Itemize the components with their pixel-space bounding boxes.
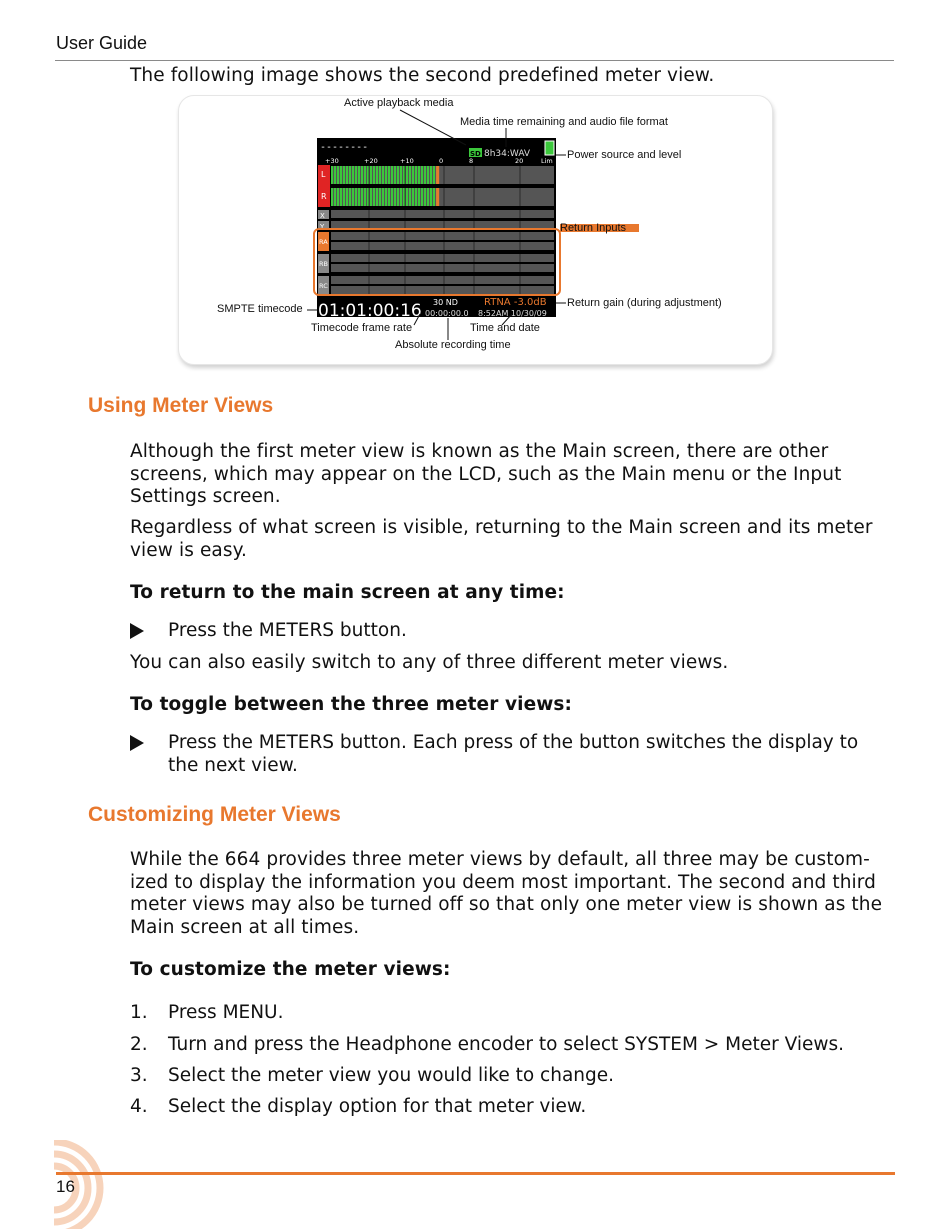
bullet-arrow-icon xyxy=(130,735,144,751)
meter-bar-segment xyxy=(349,166,351,184)
meter-bar-segment xyxy=(397,166,399,184)
meter-tick-label: 8 xyxy=(469,157,474,165)
lcd-tc-rate: 30 ND xyxy=(433,298,458,307)
step-text: Select the display option for that meter view. xyxy=(168,1096,587,1117)
lcd-abs-time: 00:00:00.0 xyxy=(425,309,469,318)
callout-frame-rate: Timecode frame rate xyxy=(311,322,413,334)
meter-tick-label: +10 xyxy=(400,157,414,165)
paragraph: You can also easily switch to any of three different meter views. xyxy=(130,652,729,673)
meter-bar-segment xyxy=(337,166,339,184)
meter-bar-segment xyxy=(406,188,408,206)
meter-bar-segment xyxy=(385,166,387,184)
intro-text: The following image shows the second predefined meter view. xyxy=(130,65,715,86)
lcd-clock: 8:52AM 10/30/09 xyxy=(478,309,547,318)
meter-bar-segment xyxy=(433,166,435,184)
callout-time-date: Time and date xyxy=(470,322,540,334)
meter-bar-segment xyxy=(364,166,366,184)
meter-tick-label: 0 xyxy=(439,157,444,165)
meter-bar-segment xyxy=(409,188,411,206)
meter-bar-segment xyxy=(415,166,417,184)
battery-icon xyxy=(545,141,554,155)
callout-return-gain: Return gain (during adjustment) xyxy=(567,297,722,309)
meter-peak-marker xyxy=(436,166,439,184)
meter-tick-label: +20 xyxy=(364,157,378,165)
meter-bar-segment xyxy=(400,188,402,206)
meter-bar-segment xyxy=(400,166,402,184)
meter-bar-segment xyxy=(355,188,357,206)
return-channel-label: RB xyxy=(319,260,328,268)
meter-bar-segment xyxy=(385,188,387,206)
step-number: 2. xyxy=(130,1034,148,1055)
step-number: 3. xyxy=(130,1065,148,1086)
bullet-text: Press the METERS button. Each press of the button switches the display to the next view. xyxy=(168,732,859,776)
channel-label: Y xyxy=(320,223,325,231)
bullet-text: Press the METERS button. xyxy=(168,620,407,641)
meter-bar-segment xyxy=(331,188,333,206)
meter-tick-label: 20 xyxy=(515,157,524,165)
meter-bar-segment xyxy=(412,166,414,184)
meter-bar-track xyxy=(331,264,554,272)
meter-bar-segment xyxy=(430,188,432,206)
paragraph: Regardless of what screen is visible, returning to the Main screen and its meter view is easy. xyxy=(130,517,873,561)
meter-bar-segment xyxy=(349,188,351,206)
meter-bar-segment xyxy=(373,188,375,206)
meter-bar-segment xyxy=(433,188,435,206)
callout-media-time: Media time remaining and audio file format xyxy=(460,116,668,128)
meter-bar-segment xyxy=(379,166,381,184)
meter-bar-track xyxy=(331,254,554,262)
meter-bar-segment xyxy=(352,188,354,206)
meter-bar-segment xyxy=(427,188,429,206)
meter-bar-segment xyxy=(382,166,384,184)
meter-bar-track xyxy=(331,210,554,218)
meter-bar-segment xyxy=(418,166,420,184)
running-header: User Guide xyxy=(56,33,148,53)
meter-tick-label: +30 xyxy=(325,157,339,165)
meter-bar-track xyxy=(331,232,554,240)
lcd-dashes: -------- xyxy=(320,142,369,153)
meter-bar-segment xyxy=(358,188,360,206)
meter-bar-segment xyxy=(361,188,363,206)
meter-bar-segment xyxy=(379,188,381,206)
meter-bar-segment xyxy=(394,166,396,184)
meter-bar-segment xyxy=(340,188,342,206)
lcd-return-gain: RTNA -3.0dB xyxy=(484,297,547,308)
meter-bar-segment xyxy=(373,166,375,184)
meter-bar-segment xyxy=(361,166,363,184)
procedure-title: To return to the main screen at any time: xyxy=(130,582,565,603)
callout-smpte: SMPTE timecode xyxy=(217,303,303,315)
meter-bar-segment xyxy=(388,166,390,184)
lcd-timecode: 01:01:00:16 xyxy=(318,301,422,321)
meter-bar-segment xyxy=(340,166,342,184)
section-heading-customizing: Customizing Meter Views xyxy=(88,803,341,826)
meter-bar-segment xyxy=(388,188,390,206)
meter-bar-segment xyxy=(355,166,357,184)
meter-bar-segment xyxy=(346,166,348,184)
meter-bar-segment xyxy=(415,188,417,206)
meter-bar-segment xyxy=(421,166,423,184)
callout-abs-time: Absolute recording time xyxy=(395,339,511,351)
meter-bar-track xyxy=(331,221,554,229)
paragraph: While the 664 provides three meter views by default, all three may be custom-ized to display the information you deem most important. The second and third meter views may also be turned off so that only one meter view is shown as the Main screen at all times. xyxy=(130,849,883,938)
section-heading-using: Using Meter Views xyxy=(88,394,274,417)
meter-bar-segment xyxy=(358,166,360,184)
meter-bar-segment xyxy=(430,166,432,184)
meter-bar-segment xyxy=(343,188,345,206)
meter-bar-segment xyxy=(409,166,411,184)
page-number: 16 xyxy=(56,1177,75,1196)
meter-bar-segment xyxy=(391,188,393,206)
procedure-title: To customize the meter views: xyxy=(130,959,451,980)
channel-label: L xyxy=(321,170,326,179)
meter-bar-segment xyxy=(391,166,393,184)
media-format: 8h34:WAV xyxy=(484,149,531,159)
meter-bar-segment xyxy=(427,166,429,184)
channel-label: R xyxy=(321,192,327,201)
meter-bar-segment xyxy=(421,188,423,206)
meter-bar-segment xyxy=(418,188,420,206)
step-text: Turn and press the Headphone encoder to select SYSTEM > Meter Views. xyxy=(168,1034,845,1055)
step-number: 1. xyxy=(130,1002,148,1023)
meter-bar-segment xyxy=(406,166,408,184)
callout-power: Power source and level xyxy=(567,149,682,161)
paragraph: Although the first meter view is known as the Main screen, there are other screens, which may appear on the LCD, such as the Main menu or the Input Settings screen. xyxy=(130,441,842,507)
meter-bar-segment xyxy=(370,166,372,184)
meter-bar-segment xyxy=(334,188,336,206)
return-channel-label: RC xyxy=(319,282,328,290)
meter-bar-segment xyxy=(337,188,339,206)
meter-bar-segment xyxy=(364,188,366,206)
callout-return-inputs: Return Inputs xyxy=(560,222,627,234)
meter-bar-track xyxy=(331,242,554,250)
meter-tick-label: Lim xyxy=(541,157,553,165)
footer-rule xyxy=(56,1172,895,1175)
callout-active-media: Active playback media xyxy=(344,97,454,109)
sd-label: SD xyxy=(470,150,481,158)
meter-bar-segment xyxy=(334,166,336,184)
meter-bar-segment xyxy=(412,188,414,206)
return-channel-label: RA xyxy=(319,238,328,246)
meter-bar-segment xyxy=(343,166,345,184)
step-number: 4. xyxy=(130,1096,148,1117)
bullet-arrow-icon xyxy=(130,623,144,639)
meter-bar-segment xyxy=(352,166,354,184)
step-text: Select the meter view you would like to change. xyxy=(168,1065,615,1086)
meter-bar-segment xyxy=(424,188,426,206)
procedure-title: To toggle between the three meter views: xyxy=(130,694,573,715)
meter-bar-segment xyxy=(382,188,384,206)
meter-bar-segment xyxy=(424,166,426,184)
channel-label: X xyxy=(320,212,325,220)
meter-bar-segment xyxy=(394,188,396,206)
meter-bar-track xyxy=(331,286,554,294)
meter-peak-marker xyxy=(436,188,439,206)
meter-bar-segment xyxy=(376,166,378,184)
meter-bar-segment xyxy=(346,188,348,206)
meter-bar-segment xyxy=(376,188,378,206)
meter-bar-segment xyxy=(397,188,399,206)
step-text: Press MENU. xyxy=(168,1002,284,1023)
meter-bar-track xyxy=(331,276,554,284)
meter-bar-segment xyxy=(331,166,333,184)
meter-bar-segment xyxy=(370,188,372,206)
